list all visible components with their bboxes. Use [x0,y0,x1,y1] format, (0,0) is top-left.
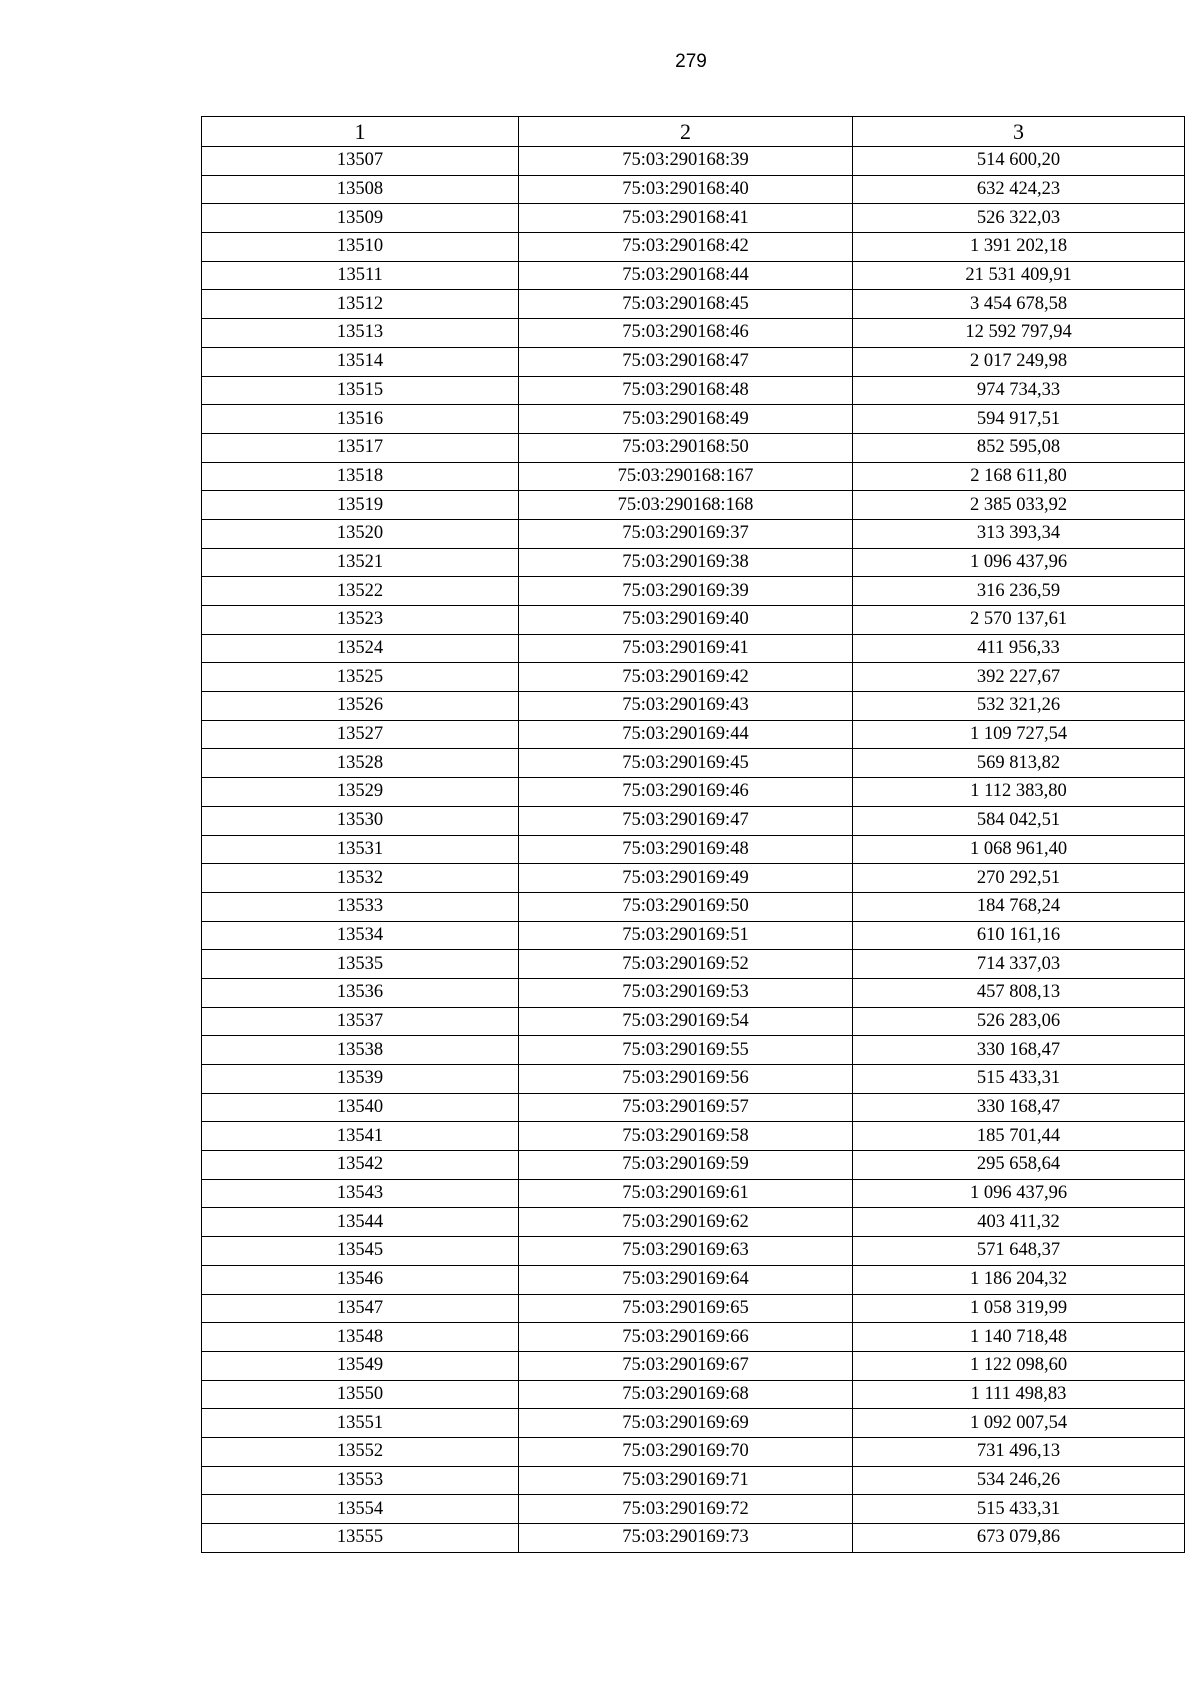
table-row [202,720,1185,749]
value-cell: 731 496,13 [853,1437,1185,1466]
row-number-cell: 13513 [202,319,519,348]
table-row [202,778,1185,807]
column-header-2: 2 [519,117,853,147]
cadastral-number-cell: 75:03:290168:41 [519,204,853,233]
value-cell: 313 393,34 [853,519,1185,548]
row-number-cell: 13542 [202,1151,519,1180]
row-number-cell: 13510 [202,233,519,262]
row-number-cell: 13531 [202,835,519,864]
row-number-cell: 13529 [202,778,519,807]
table-row [202,634,1185,663]
value-cell: 1 058 319,99 [853,1294,1185,1323]
value-cell: 1 096 437,96 [853,1179,1185,1208]
cadastral-number-cell: 75:03:290169:45 [519,749,853,778]
cadastral-number-cell: 75:03:290168:48 [519,376,853,405]
value-cell: 515 433,31 [853,1065,1185,1094]
cadastral-number-cell: 75:03:290169:53 [519,978,853,1007]
table-row [202,1351,1185,1380]
value-cell: 2 168 611,80 [853,462,1185,491]
value-cell: 1 096 437,96 [853,548,1185,577]
cadastral-number-cell: 75:03:290169:41 [519,634,853,663]
row-number-cell: 13545 [202,1237,519,1266]
value-cell: 514 600,20 [853,147,1185,176]
table-row [202,462,1185,491]
value-cell: 316 236,59 [853,577,1185,606]
value-cell: 411 956,33 [853,634,1185,663]
page-number: 279 [675,51,707,72]
cadastral-number-cell: 75:03:290168:40 [519,175,853,204]
cadastral-number-cell: 75:03:290169:73 [519,1524,853,1553]
value-cell: 3 454 678,58 [853,290,1185,319]
value-cell: 534 246,26 [853,1466,1185,1495]
value-cell: 584 042,51 [853,806,1185,835]
cadastral-number-cell: 75:03:290168:50 [519,433,853,462]
cadastral-number-cell: 75:03:290169:38 [519,548,853,577]
cadastral-number-cell: 75:03:290169:49 [519,864,853,893]
row-number-cell: 13546 [202,1265,519,1294]
cadastral-number-cell: 75:03:290168:167 [519,462,853,491]
table-body [202,147,1185,1553]
data-table [201,116,1185,1553]
row-number-cell: 13554 [202,1495,519,1524]
value-cell: 610 161,16 [853,921,1185,950]
table-row [202,606,1185,635]
value-cell: 457 808,13 [853,978,1185,1007]
cadastral-number-cell: 75:03:290169:66 [519,1323,853,1352]
value-cell: 270 292,51 [853,864,1185,893]
row-number-cell: 13530 [202,806,519,835]
row-number-cell: 13533 [202,892,519,921]
table-row [202,290,1185,319]
table-row [202,376,1185,405]
table-row [202,806,1185,835]
table-row [202,749,1185,778]
value-cell: 184 768,24 [853,892,1185,921]
cadastral-number-cell: 75:03:290169:54 [519,1007,853,1036]
table-row [202,1151,1185,1180]
row-number-cell: 13553 [202,1466,519,1495]
cadastral-number-cell: 75:03:290169:46 [519,778,853,807]
table-row [202,1208,1185,1237]
row-number-cell: 13521 [202,548,519,577]
row-number-cell: 13522 [202,577,519,606]
value-cell: 974 734,33 [853,376,1185,405]
value-cell: 12 592 797,94 [853,319,1185,348]
value-cell: 2 385 033,92 [853,491,1185,520]
cadastral-number-cell: 75:03:290169:48 [519,835,853,864]
row-number-cell: 13539 [202,1065,519,1094]
table-row [202,147,1185,176]
value-cell: 185 701,44 [853,1122,1185,1151]
cadastral-number-cell: 75:03:290168:46 [519,319,853,348]
cadastral-number-cell: 75:03:290168:168 [519,491,853,520]
cadastral-number-cell: 75:03:290169:40 [519,606,853,635]
row-number-cell: 13551 [202,1409,519,1438]
row-number-cell: 13538 [202,1036,519,1065]
value-cell: 1 186 204,32 [853,1265,1185,1294]
cadastral-number-cell: 75:03:290168:45 [519,290,853,319]
cadastral-number-cell: 75:03:290169:51 [519,921,853,950]
table-row [202,1380,1185,1409]
table-row [202,175,1185,204]
cadastral-number-cell: 75:03:290169:37 [519,519,853,548]
table-row [202,519,1185,548]
value-cell: 21 531 409,91 [853,261,1185,290]
row-number-cell: 13541 [202,1122,519,1151]
cadastral-number-cell: 75:03:290169:52 [519,950,853,979]
value-cell: 852 595,08 [853,433,1185,462]
row-number-cell: 13526 [202,692,519,721]
table-row [202,347,1185,376]
row-number-cell: 13520 [202,519,519,548]
value-cell: 2 017 249,98 [853,347,1185,376]
row-number-cell: 13523 [202,606,519,635]
table-row [202,433,1185,462]
value-cell: 403 411,32 [853,1208,1185,1237]
value-cell: 632 424,23 [853,175,1185,204]
table-row [202,1495,1185,1524]
row-number-cell: 13527 [202,720,519,749]
row-number-cell: 13517 [202,433,519,462]
cadastral-number-cell: 75:03:290169:72 [519,1495,853,1524]
cadastral-number-cell: 75:03:290169:63 [519,1237,853,1266]
row-number-cell: 13511 [202,261,519,290]
cadastral-number-cell: 75:03:290169:42 [519,663,853,692]
row-number-cell: 13547 [202,1294,519,1323]
row-number-cell: 13507 [202,147,519,176]
table-row [202,1007,1185,1036]
value-cell: 526 283,06 [853,1007,1185,1036]
row-number-cell: 13552 [202,1437,519,1466]
cadastral-number-cell: 75:03:290169:64 [519,1265,853,1294]
row-number-cell: 13509 [202,204,519,233]
value-cell: 295 658,64 [853,1151,1185,1180]
value-cell: 1 109 727,54 [853,720,1185,749]
table-row [202,1323,1185,1352]
table-row [202,864,1185,893]
table-row [202,319,1185,348]
value-cell: 330 168,47 [853,1036,1185,1065]
row-number-cell: 13555 [202,1524,519,1553]
table-row [202,1466,1185,1495]
cadastral-number-cell: 75:03:290169:67 [519,1351,853,1380]
column-header-1: 1 [202,117,519,147]
row-number-cell: 13515 [202,376,519,405]
cadastral-number-cell: 75:03:290169:61 [519,1179,853,1208]
row-number-cell: 13550 [202,1380,519,1409]
row-number-cell: 13548 [202,1323,519,1352]
cadastral-number-cell: 75:03:290168:39 [519,147,853,176]
table-row [202,261,1185,290]
table-row [202,1409,1185,1438]
row-number-cell: 13544 [202,1208,519,1237]
row-number-cell: 13528 [202,749,519,778]
table-row [202,921,1185,950]
value-cell: 1 391 202,18 [853,233,1185,262]
table-row [202,233,1185,262]
value-cell: 515 433,31 [853,1495,1185,1524]
table-row [202,892,1185,921]
cadastral-number-cell: 75:03:290169:43 [519,692,853,721]
table-row [202,1065,1185,1094]
row-number-cell: 13549 [202,1351,519,1380]
value-cell: 1 122 098,60 [853,1351,1185,1380]
table-row [202,577,1185,606]
table-row [202,405,1185,434]
cadastral-number-cell: 75:03:290169:56 [519,1065,853,1094]
table-row [202,835,1185,864]
row-number-cell: 13536 [202,978,519,1007]
table-row [202,692,1185,721]
value-cell: 594 917,51 [853,405,1185,434]
column-header-3: 3 [853,117,1185,147]
row-number-cell: 13512 [202,290,519,319]
table-row [202,1524,1185,1553]
cadastral-number-cell: 75:03:290169:55 [519,1036,853,1065]
table-row [202,204,1185,233]
cadastral-number-cell: 75:03:290169:68 [519,1380,853,1409]
cadastral-number-cell: 75:03:290169:50 [519,892,853,921]
cadastral-number-cell: 75:03:290169:62 [519,1208,853,1237]
row-number-cell: 13543 [202,1179,519,1208]
row-number-cell: 13518 [202,462,519,491]
table-row [202,1036,1185,1065]
row-number-cell: 13514 [202,347,519,376]
cadastral-number-cell: 75:03:290168:42 [519,233,853,262]
row-number-cell: 13537 [202,1007,519,1036]
value-cell: 532 321,26 [853,692,1185,721]
cadastral-number-cell: 75:03:290169:59 [519,1151,853,1180]
value-cell: 569 813,82 [853,749,1185,778]
table-row [202,950,1185,979]
cadastral-number-cell: 75:03:290169:65 [519,1294,853,1323]
row-number-cell: 13535 [202,950,519,979]
value-cell: 1 068 961,40 [853,835,1185,864]
value-cell: 330 168,47 [853,1093,1185,1122]
value-cell: 392 227,67 [853,663,1185,692]
cadastral-number-cell: 75:03:290168:44 [519,261,853,290]
table-row [202,491,1185,520]
row-number-cell: 13508 [202,175,519,204]
table-row [202,1093,1185,1122]
value-cell: 571 648,37 [853,1237,1185,1266]
value-cell: 526 322,03 [853,204,1185,233]
table-row [202,548,1185,577]
table-row [202,1294,1185,1323]
row-number-cell: 13519 [202,491,519,520]
cadastral-number-cell: 75:03:290169:47 [519,806,853,835]
value-cell: 2 570 137,61 [853,606,1185,635]
value-cell: 1 111 498,83 [853,1380,1185,1409]
row-number-cell: 13524 [202,634,519,663]
value-cell: 1 140 718,48 [853,1323,1185,1352]
table-row [202,1179,1185,1208]
cadastral-number-cell: 75:03:290168:47 [519,347,853,376]
cadastral-number-cell: 75:03:290169:57 [519,1093,853,1122]
cadastral-number-cell: 75:03:290169:39 [519,577,853,606]
table-row [202,1122,1185,1151]
cadastral-number-cell: 75:03:290169:70 [519,1437,853,1466]
table-header [202,117,1185,147]
table-row [202,1437,1185,1466]
value-cell: 1 112 383,80 [853,778,1185,807]
table-header-row [202,117,1185,147]
value-cell: 1 092 007,54 [853,1409,1185,1438]
row-number-cell: 13516 [202,405,519,434]
table-row [202,663,1185,692]
row-number-cell: 13525 [202,663,519,692]
cadastral-number-cell: 75:03:290168:49 [519,405,853,434]
cadastral-number-cell: 75:03:290169:71 [519,1466,853,1495]
table-row [202,978,1185,1007]
row-number-cell: 13534 [202,921,519,950]
value-cell: 673 079,86 [853,1524,1185,1553]
cadastral-number-cell: 75:03:290169:69 [519,1409,853,1438]
cadastral-number-cell: 75:03:290169:58 [519,1122,853,1151]
row-number-cell: 13540 [202,1093,519,1122]
value-cell: 714 337,03 [853,950,1185,979]
cadastral-number-cell: 75:03:290169:44 [519,720,853,749]
table-row [202,1237,1185,1266]
row-number-cell: 13532 [202,864,519,893]
table-row [202,1265,1185,1294]
